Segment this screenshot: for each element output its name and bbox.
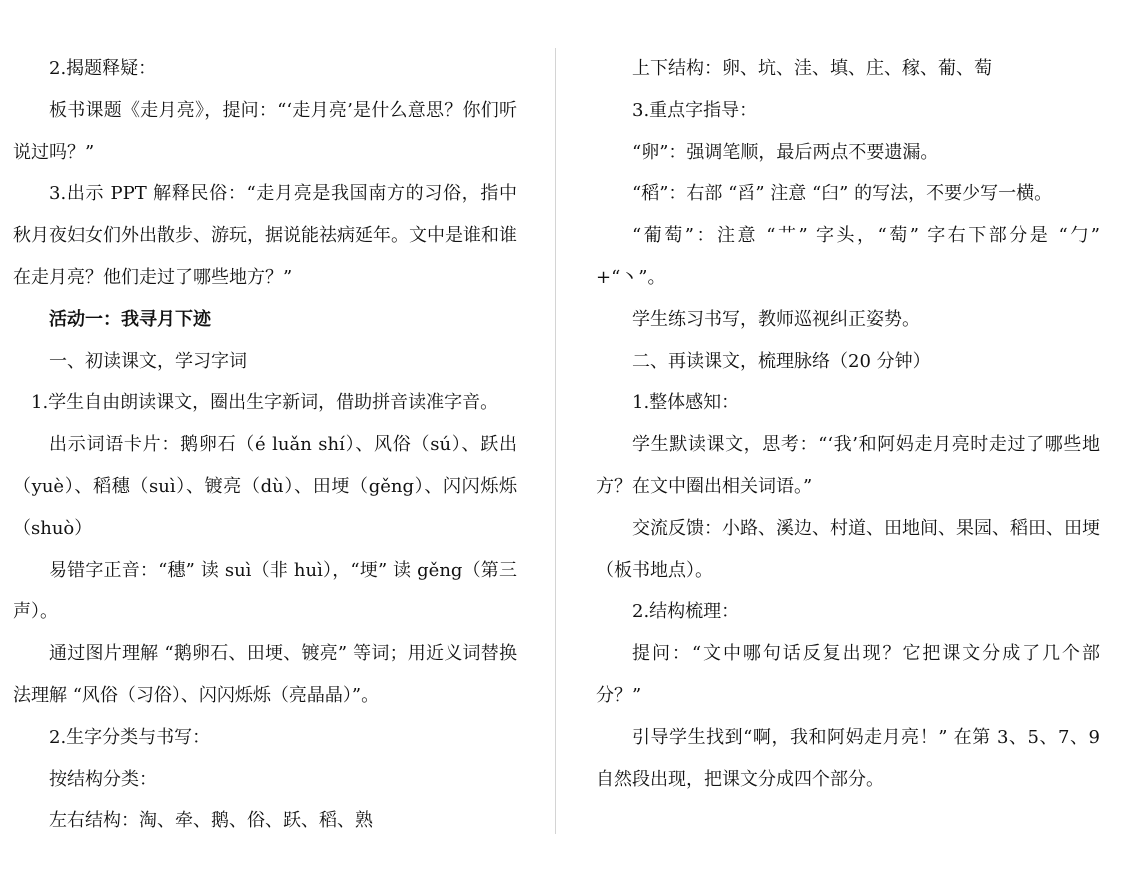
right-paragraph-4: “稻”：右部 “舀” 注意 “臼” 的写法，不要少写一横。 — [632, 183, 1053, 205]
left-paragraph-9: 通过图片理解 “鹅卵石、田埂、镀亮” 等词；用近义词替换法理解 “风俗（习俗）、闪闪烁烁（亮晶晶）”。 — [13, 643, 517, 706]
left-column — [13, 48, 517, 842]
left-paragraph-6: 1.学生自由朗读课文，圈出生字新词，借助拼音读准字音。 — [31, 392, 499, 414]
left-paragraph-7: 出示词语卡片：鹅卵石（é luǎn shí）、风俗（sú）、跃出（yuè）、稻穗（suì）、镀亮（dù）、田埂（gěng）、闪闪烁烁（shuò） — [13, 434, 517, 539]
right-paragraph-13: 引导学生找到“啊，我和阿妈走月亮！” 在第 3、5、7、9 自然段出现，把课文分成四个部分。 — [596, 726, 1100, 790]
column-divider — [555, 48, 556, 834]
left-paragraph-3: 3.出示 PPT 解释民俗：“走月亮是我国南方的习俗，指中秋月夜妇女们外出散步、游玩，据说能祛病延年。文中是谁和谁在走月亮？他们走过了哪些地方？” — [13, 183, 517, 288]
right-paragraph-6: 学生练习书写，教师巡视纠正姿势。 — [632, 308, 920, 330]
right-column — [596, 48, 1100, 800]
right-paragraph-10: 交流反馈：小路、溪边、村道、田地间、果园、稻田、田埂（板书地点）。 — [596, 517, 1100, 581]
right-paragraph-7: 二、再读课文，梳理脉络（20 分钟） — [632, 350, 931, 372]
right-paragraph-12: 提问：“文中哪句话反复出现？它把课文分成了几个部分？” — [596, 643, 1100, 706]
left-paragraph-8: 易错字正音：“穗” 读 suì（非 huì），“埂” 读 gěng（第三声）。 — [13, 559, 517, 623]
left-paragraph-2: 板书课题《走月亮》，提问：“‘走月亮’是什么意思？你们听说过吗？” — [13, 99, 517, 163]
left-paragraph-12: 左右结构：淘、牵、鹅、俗、跃、稻、熟 — [49, 810, 373, 832]
right-paragraph-5: “葡萄”：注意 “艹” 字头，“萄” 字右下部分是 “勹” +“丶”。 — [596, 225, 1100, 288]
right-paragraph-9: 学生默读课文，思考：“‘我’和阿妈走月亮时走过了哪些地方？在文中圈出相关词语。” — [596, 434, 1100, 497]
right-paragraph-2: 3.重点字指导： — [632, 99, 758, 121]
left-paragraph-5: 一、初读课文，学习字词 — [49, 350, 247, 372]
right-paragraph-1: 上下结构：卵、坑、洼、填、庄、稼、葡、萄 — [632, 58, 992, 79]
left-paragraph-1: 2.揭题释疑： — [49, 58, 157, 79]
left-paragraph-4: 活动一：我寻月下迹 — [49, 308, 211, 330]
right-paragraph-8: 1.整体感知： — [632, 392, 740, 414]
right-paragraph-3: “卵”：强调笔顺，最后两点不要遗漏。 — [632, 141, 939, 163]
right-paragraph-11: 2.结构梳理： — [632, 601, 740, 623]
left-paragraph-11: 按结构分类： — [49, 768, 157, 790]
left-paragraph-10: 2.生字分类与书写： — [49, 726, 211, 748]
